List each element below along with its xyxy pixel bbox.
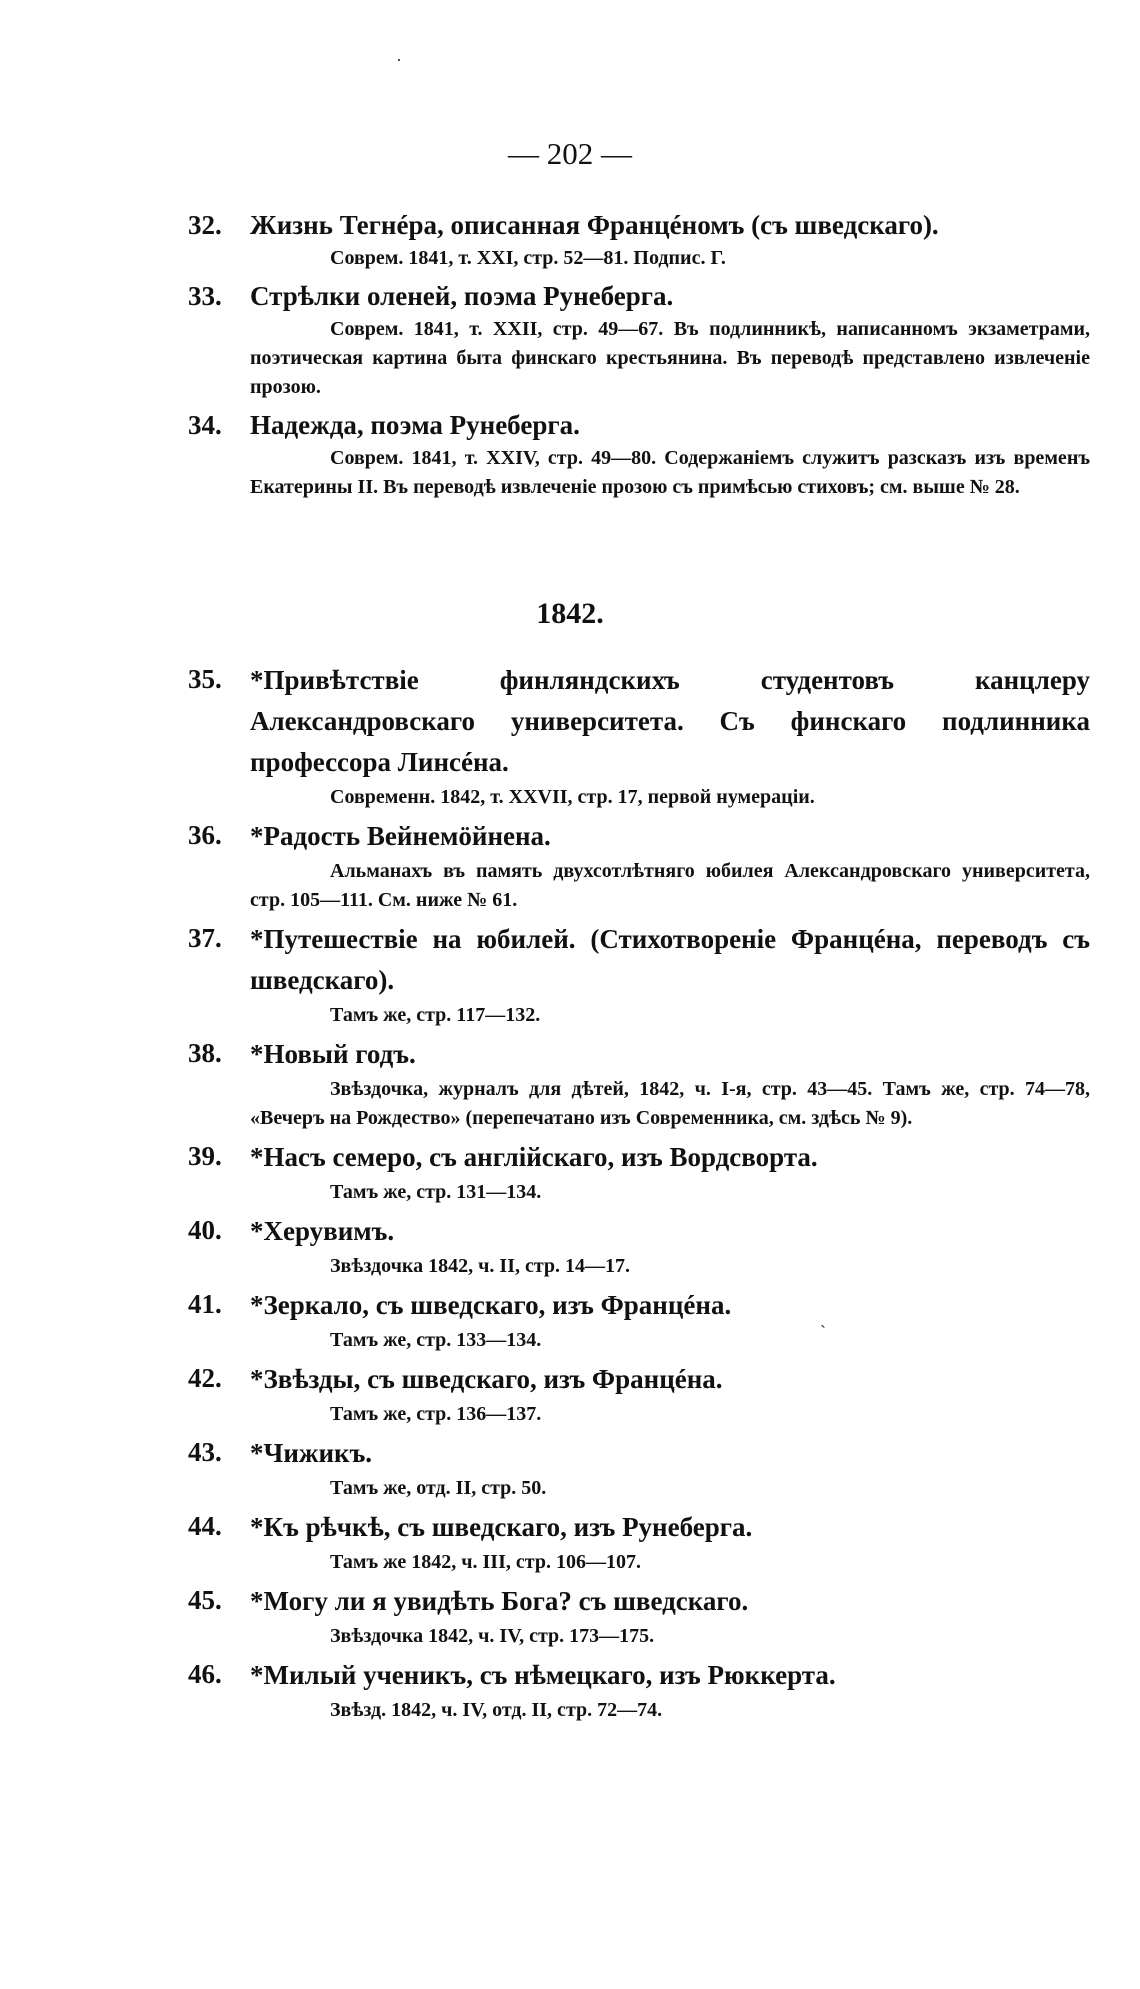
entry-title: *Зеркало, съ шведскаго, изъ Францéна.	[250, 1290, 732, 1320]
entry-number: 38.	[188, 1038, 222, 1068]
list-item	[0, 1655, 1140, 1725]
list-item	[0, 1211, 1140, 1281]
entry-note: Тамъ же, стр. 117—132.	[330, 1004, 541, 1026]
entry-note: Звѣздочка, журналъ для дѣтей, 1842, ч. I-я, стр. 43—45. Тамъ же, стр. 74—78, «Вечеръ на Рождество» (перепечатано изъ Современника, см. здѣсь № 9).	[250, 1078, 1090, 1129]
entry-title: *Путешествіе на юбилей. (Стихотвореніе Францéна, переводъ съ шведскаго).	[250, 924, 1090, 995]
entry-title: *Милый ученикъ, съ нѣмецкаго, изъ Рюккерта.	[250, 1660, 836, 1690]
list-item	[0, 1285, 1140, 1355]
list-item	[0, 406, 1140, 502]
entry-number: 44.	[188, 1511, 222, 1541]
list-item	[0, 1581, 1140, 1651]
entry-note: Тамъ же 1842, ч. III, стр. 106—107.	[330, 1551, 641, 1573]
entry-note: Соврем. 1841, т. XXIV, стр. 49—80. Содержаніемъ служитъ разсказъ изъ временъ Екатерины II. Въ переводѣ извлеченіе прозою съ примѣсью стиховъ; см. выше № 28.	[250, 447, 1090, 498]
list-item	[0, 277, 1140, 402]
entry-note: Альманахъ въ память двухсотлѣтняго юбилея Александровскаго университета, стр. 105—111. См. ниже № 61.	[250, 860, 1090, 911]
list-item	[0, 660, 1140, 812]
entry-title: *Новый годъ.	[250, 1039, 416, 1069]
list-item	[0, 1359, 1140, 1429]
entry-note: Тамъ же, стр. 131—134.	[330, 1181, 542, 1203]
entry-number: 37.	[188, 923, 222, 953]
entry-title: *Могу ли я увидѣть Бога? съ шведскаго.	[250, 1586, 749, 1616]
entry-title: Надежда, поэма Рунеберга.	[250, 410, 580, 440]
entry-note: Тамъ же, стр. 136—137.	[330, 1403, 542, 1425]
entry-number: 36.	[188, 820, 222, 850]
entry-note: Звѣзд. 1842, ч. IV, отд. II, стр. 72—74.	[330, 1699, 663, 1721]
entry-note: Соврем. 1841, т. XXI, стр. 52—81. Подпис. Г.	[330, 247, 726, 269]
list-item	[0, 1433, 1140, 1503]
entries-1842	[0, 660, 1140, 1729]
entry-number: 45.	[188, 1585, 222, 1615]
entry-title: *Звѣзды, съ шведскаго, изъ Францéна.	[250, 1364, 723, 1394]
entry-note: Звѣздочка 1842, ч. II, стр. 14—17.	[330, 1255, 631, 1277]
entry-title: *Радость Вейнемӧйнена.	[250, 821, 551, 851]
list-item	[0, 206, 1140, 273]
entry-number: 42.	[188, 1363, 222, 1393]
list-item	[0, 1137, 1140, 1207]
entry-note: Соврем. 1841, т. XXII, стр. 49—67. Въ подлинникѣ, написанномъ экзаметрами, поэтическая картина быта финскаго крестьянина. Въ переводѣ представлено извлеченіе прозою.	[250, 318, 1090, 398]
entry-number: 33.	[188, 281, 222, 311]
entry-note: Звѣздочка 1842, ч. IV, стр. 173—175.	[330, 1625, 655, 1647]
entry-title: *Къ рѣчкѣ, съ шведскаго, изъ Рунеберга.	[250, 1512, 753, 1542]
entry-title: Стрѣлки оленей, поэма Рунеберга.	[250, 281, 674, 311]
entry-title: Жизнь Тегнéра, описанная Францéномъ (съ шведскаго).	[250, 210, 939, 240]
page-number: — 202 —	[508, 136, 632, 171]
entry-number: 40.	[188, 1215, 222, 1245]
list-item	[0, 1034, 1140, 1133]
entry-number: 43.	[188, 1437, 222, 1467]
entry-number: 32.	[188, 210, 222, 240]
entries-1841	[0, 206, 1140, 506]
entry-title: *Привѣтствіе финляндскихъ студентовъ канцлеру Александровскаго университета. Съ финскаго подлинника профессора Линсéна.	[250, 665, 1090, 777]
entry-number: 46.	[188, 1659, 222, 1689]
entry-note: Тамъ же, отд. II, стр. 50.	[330, 1477, 547, 1499]
entry-title: *Чижикъ.	[250, 1438, 373, 1468]
year-heading: 1842.	[536, 597, 604, 630]
entry-note: Современн. 1842, т. XXVII, стр. 17, первой нумераціи.	[330, 786, 815, 808]
entry-number: 34.	[188, 410, 222, 440]
list-item	[0, 816, 1140, 915]
entry-number: 39.	[188, 1141, 222, 1171]
entry-number: 35.	[188, 664, 222, 694]
list-item	[0, 919, 1140, 1030]
entry-title: *Насъ семеро, съ англійскаго, изъ Вордсворта.	[250, 1142, 818, 1172]
speck-mark: ˋ	[820, 1322, 826, 1342]
list-item	[0, 1507, 1140, 1577]
entry-note: Тамъ же, стр. 133—134.	[330, 1329, 542, 1351]
entry-title: *Херувимъ.	[250, 1216, 395, 1246]
speck-mark: ·	[396, 50, 402, 70]
entry-number: 41.	[188, 1289, 222, 1319]
